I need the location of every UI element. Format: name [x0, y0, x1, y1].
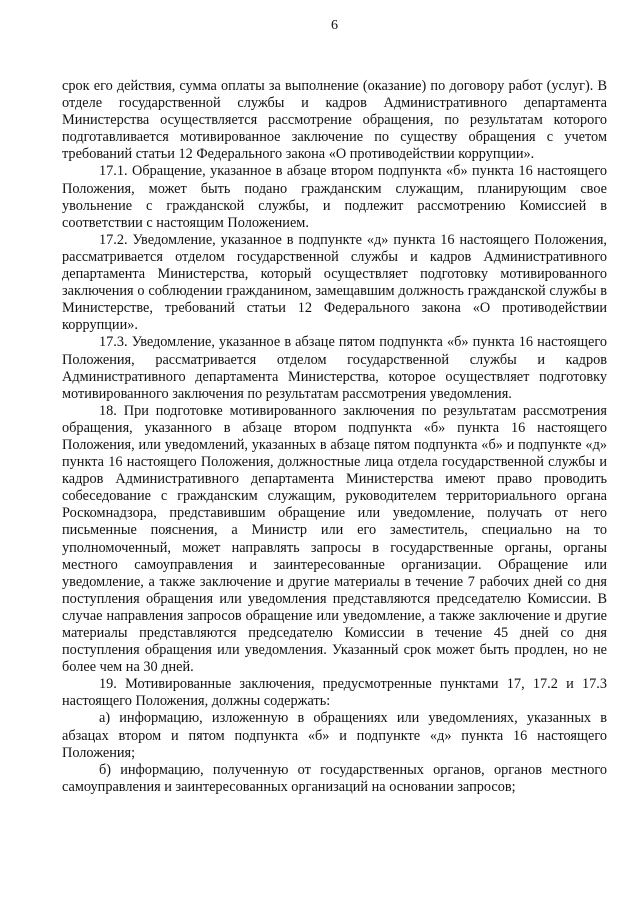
paragraph-continuation: срок его действия, сумма оплаты за выполнение (оказание) по договору работ (услуг). В отделе государственной службы и кадров Административного департамента Министерства осуществляется рассмотрение обращения, по результатам которого подготавливается мотивированное заключение по существу обращения с учетом требований статьи 12 Федерального закона «О противодействии коррупции».	[62, 78, 607, 163]
paragraph-19-a: а) информацию, изложенную в обращениях или уведомлениях, указанных в абзацах втором и пятом подпункта «б» и подпункте «д» пункта 16 настоящего Положения;	[62, 710, 607, 761]
paragraph-17-1: 17.1. Обращение, указанное в абзаце втором подпункта «б» пункта 16 настоящего Положения, может быть подано гражданским служащим, планирующим свое увольнение с гражданской службы, и подлежит рассмотрению Комиссией в соответствии с настоящим Положением.	[62, 163, 607, 231]
paragraph-19-b: б) информацию, полученную от государственных органов, органов местного самоуправления и заинтересованных организаций на основании запросов;	[62, 761, 607, 795]
document-body	[62, 78, 607, 796]
page-number: 6	[331, 18, 338, 33]
paragraph-18: 18. При подготовке мотивированного заключения по результатам рассмотрения обращения, указанного в абзаце втором подпункта «б» пункта 16 настоящего Положения, или уведомлений, указанных в абзаце пятом подпункта «б» и подпункте «д» пункта 16 настоящего Положения, должностные лица отдела государственной службы и кадров Административного департамента Министерства имеют право проводить собеседование с гражданским служащим, руководителем территориального органа Роскомнадзора, представившим обращение или уведомление, получать от него письменные пояснения, а Министр или его заместитель, специально на то уполномоченный, может направлять запросы в государственные органы, органы местного самоуправления и заинтересованные организации. Обращение или уведомление, а также заключение и другие материалы в течение 7 рабочих дней со дня поступления обращения или уведомления представляются председателю Комиссии. В случае направления запросов обращение или уведомление, а также заключение и другие материалы представляются председателю Комиссии в течение 45 дней со дня поступления обращения или уведомления. Указанный срок может быть продлен, но не более чем на 30 дней.	[62, 402, 607, 676]
paragraph-17-2: 17.2. Уведомление, указанное в подпункте «д» пункта 16 настоящего Положения, рассматривается отделом государственной службы и кадров Административного департамента Министерства, который осуществляет подготовку мотивированного заключения о соблюдении гражданином, замещавшим должность гражданской службы в Министерстве, требований статьи 12 Федерального закона «О противодействии коррупции».	[62, 231, 607, 334]
paragraph-17-3: 17.3. Уведомление, указанное в абзаце пятом подпункта «б» пункта 16 настоящего Положения, рассматривается отделом государственной службы и кадров Административного департамента Министерства, которое осуществляет подготовку мотивированного заключения по результатам рассмотрения уведомления.	[62, 334, 607, 402]
paragraph-19: 19. Мотивированные заключения, предусмотренные пунктами 17, 17.2 и 17.3 настоящего Положения, должны содержать:	[62, 676, 607, 710]
